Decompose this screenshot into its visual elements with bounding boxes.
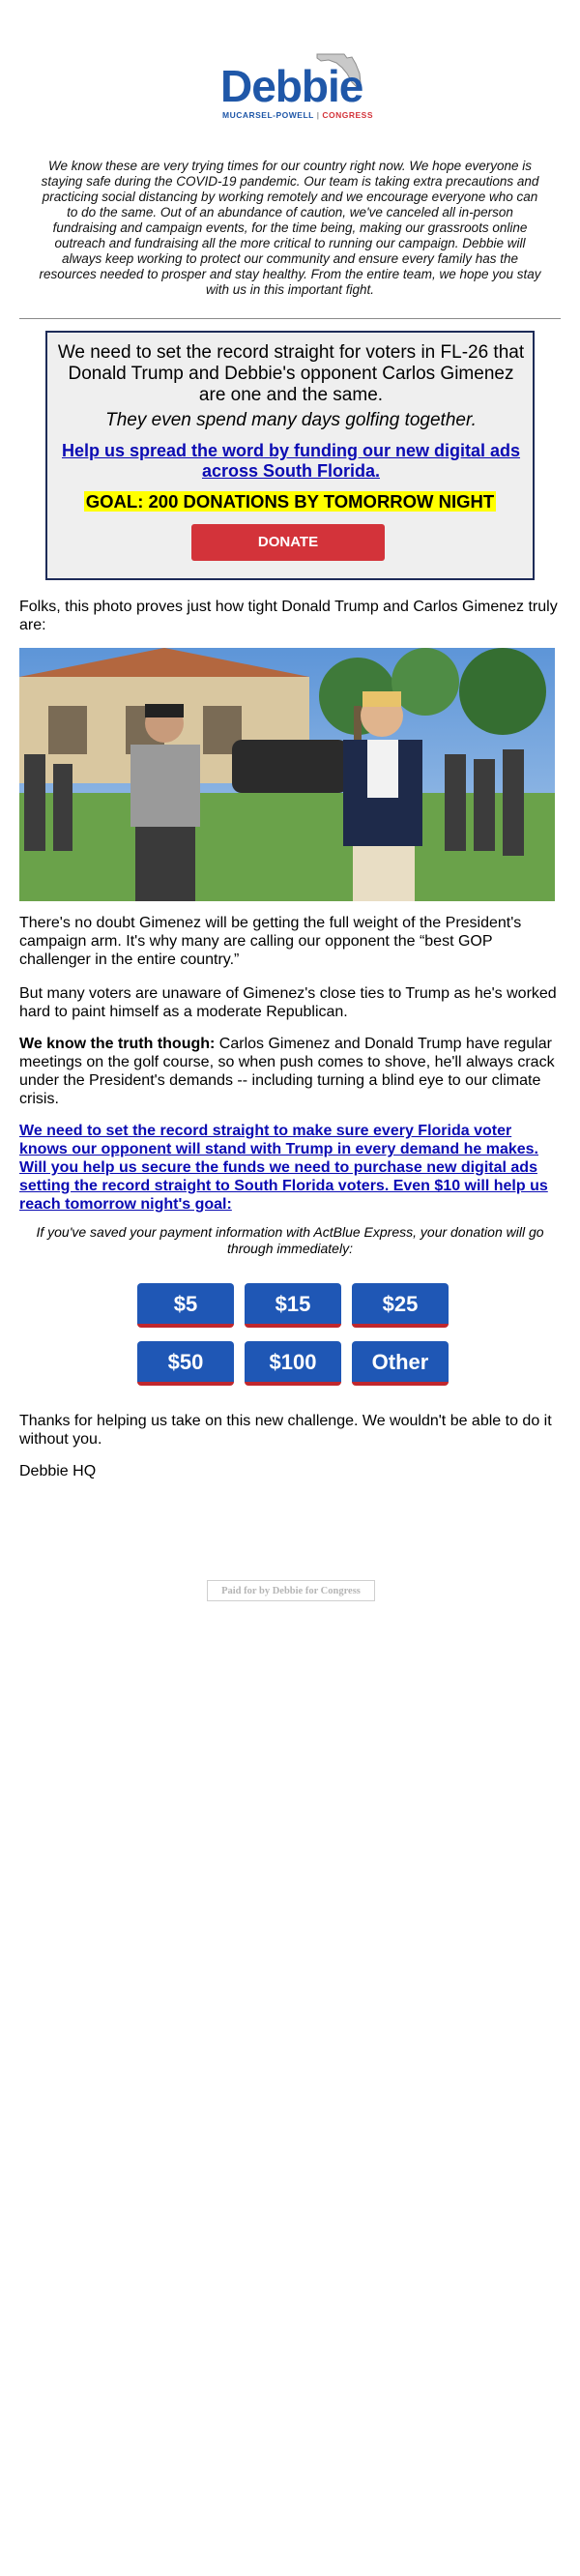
donate-appeal-link[interactable]: We need to set the record straight to make sure every Florida voter knows our opponent will stand with Trump in every demand he makes. Will you help us secure the funds we need to purchase new digital ads setting the record straight to South Florida voters. Even $10 will help us reach tomorrow night's goal:: [19, 1123, 548, 1213]
amount-button-5[interactable]: $5: [137, 1283, 234, 1328]
amount-button-25[interactable]: $25: [352, 1283, 449, 1328]
paragraph-campaign-arm: There's no doubt Gimenez will be getting the full weight of the President's campaign arm. It's why many are calling our opponent the “best GOP challenger in the entire country.”: [19, 915, 522, 968]
donate-button[interactable]: DONATE: [191, 524, 385, 561]
callout-link[interactable]: Help us spread the word by funding our new digital ads across South Florida.: [61, 441, 521, 481]
signature: Debbie HQ: [19, 1463, 97, 1479]
paragraph-thanks: Thanks for helping us take on this new challenge. We wouldn't be able to do it without you.: [19, 1413, 552, 1448]
actblue-express-note: If you've saved your payment information with ActBlue Express, your donation will go through immediately:: [36, 1224, 544, 1256]
goal-banner: [47, 491, 533, 512]
logo-separator: |: [316, 110, 320, 120]
covid-intro-text: We know these are very trying times for our country right now. We hope everyone is staying safe during the COVID-19 pandemic. Our team is taking extra precautions and practicing social distancing by working remotely and we encourage everyone who can to do the same. Out of an abundance of caution, we've canceled all in-person fundraising and campaign events, for the time being, making our grassroots online outreach and fundraising all the more critical to running our campaign. Debbie will always keep working to protect our community and ensure every family has the resources needed to prosper and stay healthy. From the entire team, we hope you stay with us in this important fight.: [39, 159, 541, 297]
amount-button-50[interactable]: $50: [137, 1341, 234, 1386]
logo-subtitle: [222, 110, 373, 120]
campaign-logo[interactable]: [220, 50, 373, 126]
logo-wordmark: Debbie: [220, 61, 363, 111]
paragraph-voters-unaware: But many voters are unaware of Gimenez's close ties to Trump as he's worked hard to paint himself as a moderate Republican.: [19, 985, 557, 1020]
divider: [19, 318, 561, 319]
truth-body: Carlos Gimenez and Donald Trump have regular meetings on the golf course, so when push comes to shove, he'll always crack under the President's demands -- including turning a blind eye to our climate crisis.: [19, 1036, 555, 1107]
paid-for-disclaimer: Paid for by Debbie for Congress: [207, 1580, 375, 1601]
goal-text: GOAL: 200 DONATIONS BY TOMORROW NIGHT: [85, 491, 495, 512]
paragraph-photo-intro: Folks, this photo proves just how tight Donald Trump and Carlos Gimenez truly are:: [19, 599, 558, 633]
paragraph-truth: [19, 1035, 563, 1108]
logo-office: CONGRESS: [322, 110, 373, 120]
amount-button-other[interactable]: Other: [352, 1341, 449, 1386]
amount-button-100[interactable]: $100: [245, 1341, 341, 1386]
callout-headline: We need to set the record straight for voters in FL-26 that Donald Trump and Debbie's opponent Carlos Gimenez are one and the same.: [57, 342, 525, 405]
truth-lead: We know the truth though:: [19, 1036, 216, 1052]
golf-photo[interactable]: [19, 648, 555, 901]
logo-name: MUCARSEL-POWELL: [222, 110, 314, 120]
callout-subline: They even spend many days golfing together.: [105, 410, 477, 430]
amount-button-15[interactable]: $15: [245, 1283, 341, 1328]
callout-box: [45, 331, 535, 580]
